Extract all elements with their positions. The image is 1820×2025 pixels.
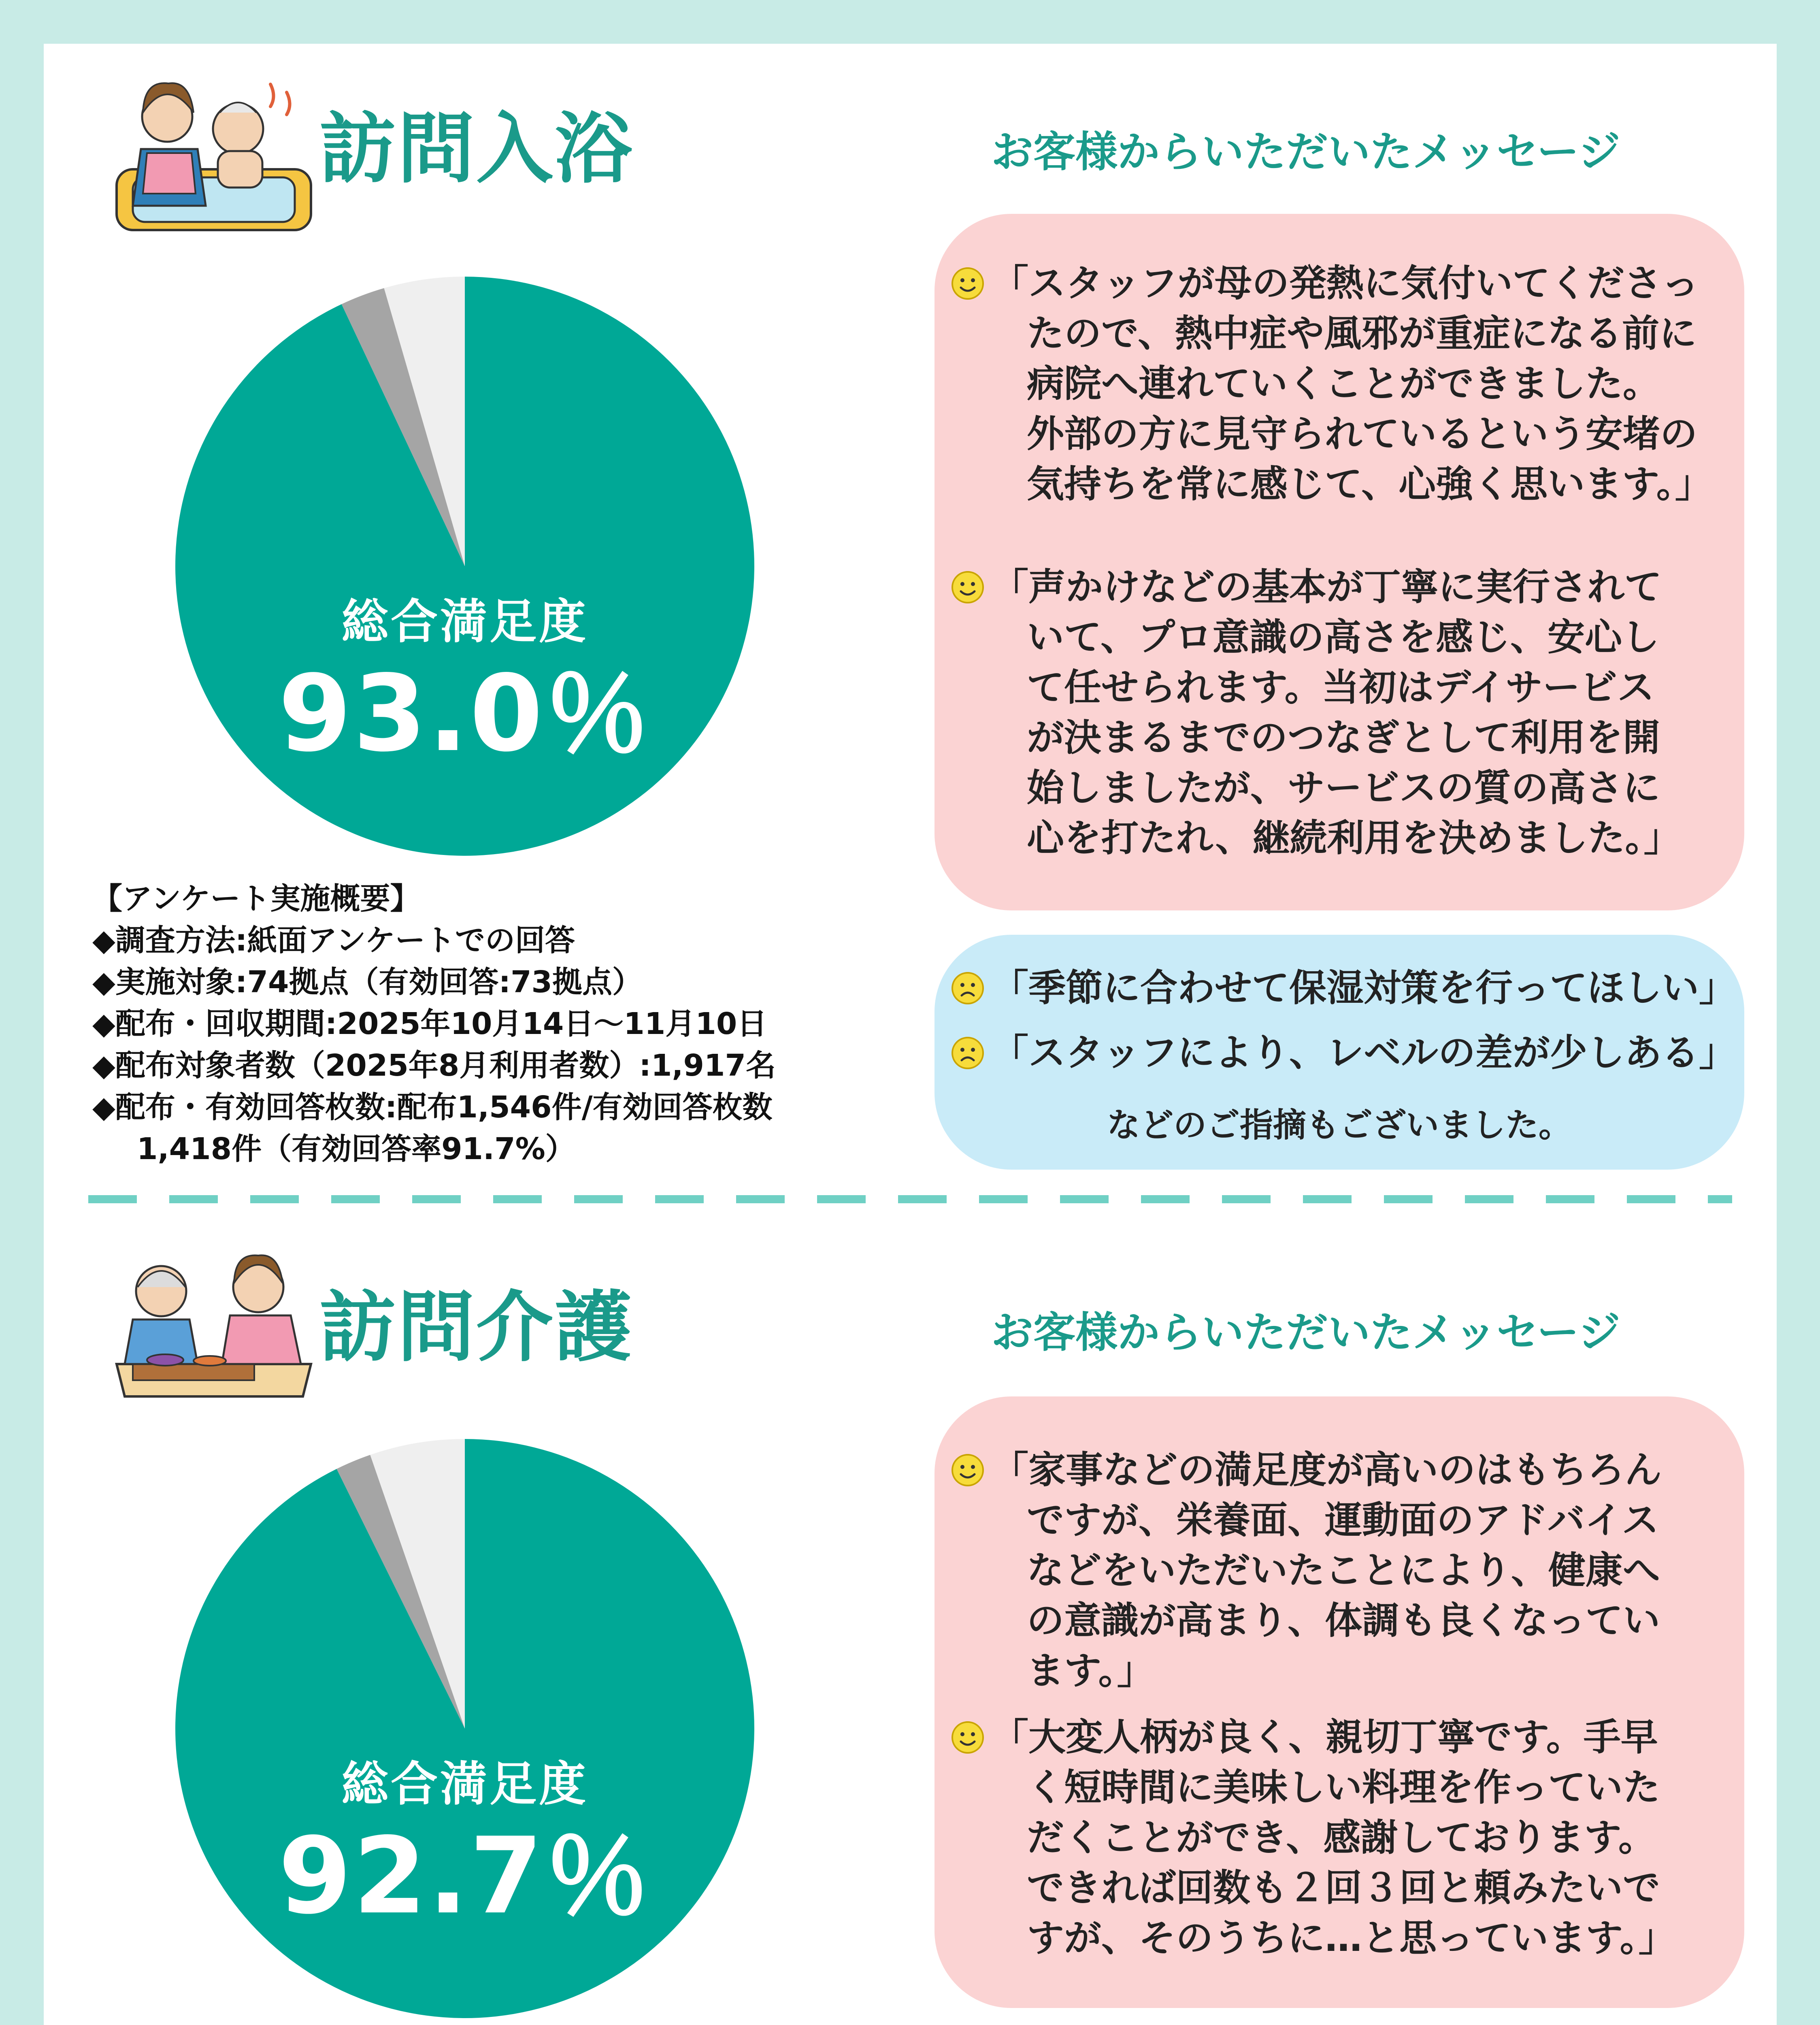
comment-line: 心を打たれ、継続利用を決めました。」 (1027, 816, 1681, 860)
comment-line: だくことができ、感謝しております。 (1027, 1816, 1656, 1859)
comment-line: いて、プロ意識の高さを感じ、安心し (1027, 616, 1660, 659)
pie-center-value: 92.7％ (278, 1815, 651, 1938)
section-title: 訪問入浴 (319, 104, 634, 194)
comment-line: 外部の方に見守られているという安堵の (1027, 412, 1698, 456)
section-divider (88, 1194, 1732, 1204)
positive-comment (951, 1712, 1720, 1963)
smile-face-icon (951, 1720, 985, 1754)
bathing-care-illustration (109, 68, 319, 246)
comment-line: などをいただいたことにより、健康へ (1027, 1549, 1660, 1592)
positive-messages-bubble (934, 1396, 1744, 2008)
summary-line: ◆調査方法:紙面アンケートでの回答 (92, 923, 575, 958)
comment-line: すが、そのうちに…と思っています。」 (1027, 1916, 1676, 1960)
satisfaction-pie-chart (173, 1437, 756, 2020)
comment-line: 病院へ連れていくことができました。 (1027, 362, 1660, 405)
comment-line: く短時間に美味しい料理を作っていた (1027, 1766, 1660, 1809)
positive-comment (951, 1445, 1720, 1696)
comment-line: が決まるまでのつなぎとして利用を開 (1027, 716, 1660, 759)
sad-face-icon (951, 971, 985, 1005)
comment-line: 気持ちを常に感じて、心強く思います。」 (1027, 463, 1712, 506)
comment-line: 「スタッフが母の発熱に気付いてくださっ (991, 262, 1699, 305)
section-title: 訪問介護 (319, 1283, 634, 1372)
comment-line: 「声かけなどの基本が丁寧に実行されて (991, 565, 1662, 609)
meal-assistance-illustration (109, 1243, 319, 1421)
sad-face-icon (951, 1036, 985, 1070)
comment-line: て任せられます。当初はデイサービス (1027, 666, 1655, 709)
positive-comment (951, 258, 1720, 509)
comment-line: ます。」 (1027, 1649, 1154, 1692)
satisfaction-pie-chart (173, 275, 756, 858)
comment-line: 始しましたが、サービスの質の高さに (1027, 766, 1660, 810)
message-heading: お客様からいただいたメッセージ (991, 1308, 1620, 1357)
smile-face-icon (951, 1453, 985, 1487)
negative-comment (951, 963, 1737, 1013)
smile-face-icon (951, 266, 985, 301)
message-heading: お客様からいただいたメッセージ (991, 127, 1620, 177)
content-panel (44, 44, 1777, 2025)
negative-messages-bubble (934, 935, 1744, 1170)
pie-center-label: 総合満足度 (341, 1757, 588, 1812)
positive-comment (951, 562, 1720, 863)
comment-line: たので、熱中症や風邪が重症になる前に (1027, 312, 1697, 355)
feedback-note: などのご指摘もございました。 (1107, 1106, 1572, 1145)
summary-line: ◆配布・回収期間:2025年10月14日～11月10日 (92, 1006, 767, 1041)
section-home-care (44, 1218, 1777, 2025)
survey-summary (92, 878, 963, 1170)
pie-center-value: 93.0％ (278, 653, 651, 775)
comment-line: 「スタッフにより、レベルの差が少しある」 (991, 1031, 1737, 1074)
comment-line: の意識が高まり、体調も良くなってい (1027, 1599, 1660, 1642)
summary-line: ◆実施対象:74拠点（有効回答:73拠点） (92, 965, 643, 1000)
positive-messages-bubble (934, 214, 1744, 910)
negative-comment (951, 1028, 1737, 1078)
smile-face-icon (951, 570, 985, 604)
comment-line: 「季節に合わせて保湿対策を行ってほしい」 (991, 966, 1737, 1010)
summary-heading: 【アンケート実施概要】 (92, 881, 420, 916)
comment-line: 「大変人柄が良く、親切丁寧です。手早 (991, 1716, 1658, 1759)
summary-line: 1,418件（有効回答率91.7%） (137, 1132, 575, 1166)
comment-line: 「家事などの満足度が高いのはもちろん (991, 1448, 1662, 1492)
section-bathing (44, 44, 1777, 1194)
summary-line: ◆配布対象者数（2025年8月利用者数）:1,917名 (92, 1048, 776, 1083)
pie-center-label: 総合満足度 (341, 595, 588, 649)
comment-line: できれば回数も２回３回と頼みたいで (1027, 1866, 1660, 1910)
comment-line: ですが、栄養面、運動面のアドバイス (1027, 1498, 1659, 1542)
summary-line: ◆配布・有効回答枚数:配布1,546件/有効回答枚数 (92, 1090, 773, 1125)
